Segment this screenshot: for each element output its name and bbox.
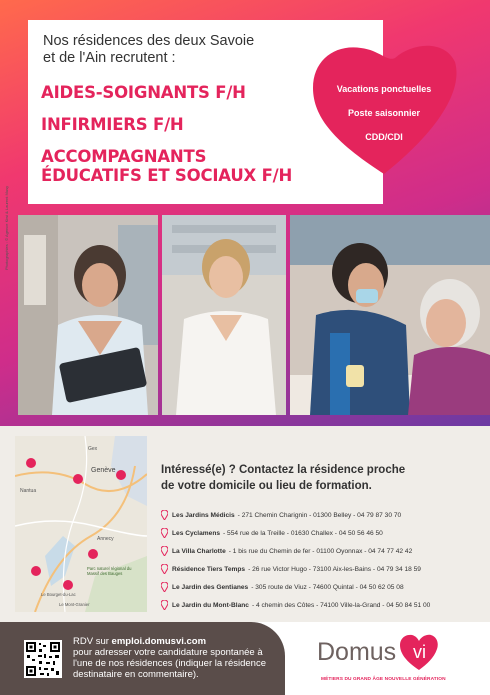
residence-name: Le Jardin du Mont-Blanc [172, 601, 249, 609]
residence-item [161, 600, 430, 610]
heart-line-cdd-cdi: CDD/CDI [365, 132, 403, 142]
location-pin-icon [161, 510, 168, 520]
contact-section [0, 426, 490, 622]
map-pin-icon[interactable] [116, 470, 126, 480]
map-pin-icon[interactable] [31, 566, 41, 576]
map-pin-icon[interactable] [88, 549, 98, 559]
residence-name: La Villa Charlotte [172, 547, 226, 555]
residence-details: - 271 Chemin Charignin - 01300 Belley - 04 79 87 30 70 [237, 511, 402, 519]
map-label-gex: Gex [88, 446, 98, 452]
map-label-bourget: Le Bourget-du-Lac [41, 592, 76, 597]
footer [0, 622, 490, 695]
map-label-granier: Le Mont-Granier [59, 602, 90, 607]
location-pin-icon [161, 600, 168, 610]
contract-types-heart [309, 38, 459, 178]
qr-code[interactable] [24, 640, 62, 678]
photo-credit: Photographies : © Agence Kiwi & Laurent Musy [4, 185, 9, 270]
location-pin-icon [161, 546, 168, 556]
residence-name: Les Cyclamens [172, 529, 221, 537]
photo-caregiver-resident [290, 215, 490, 415]
residence-name: Résidence Tiers Temps [172, 565, 246, 573]
region-map[interactable] [15, 436, 147, 612]
job-title-accompagnants: ACCOMPAGNANTS [41, 147, 207, 166]
location-pin-icon [161, 564, 168, 574]
heart-line-vacations: Vacations ponctuelles [336, 84, 432, 94]
job-title-aides-soignants: AIDES-SOIGNANTS F/H [41, 83, 246, 102]
residence-item [161, 564, 421, 574]
map-label-bauges: Parc naturel régional du Massif des Bauges [87, 566, 132, 576]
photo-nurse-tablet [18, 215, 158, 415]
residence-details: - 1 bis rue du Chemin de fer - 01100 Oyonnax - 04 74 77 42 42 [228, 547, 413, 555]
residence-name: Les Jardins Médicis [172, 511, 235, 519]
domusvi-logo [313, 638, 473, 688]
logo-tagline: MÉTIERS DU GRAND ÂGE NOUVELLE GÉNÉRATION [321, 677, 446, 682]
residence-name: Le Jardin des Gentianes [172, 583, 249, 591]
logo-text: Domus [317, 638, 397, 666]
map-label-geneve: Genève [91, 467, 116, 474]
cta-rest: pour adresser votre candidature spontanée à l'une de nos résidences (indiquer la résidence destinataire en commentaire). [73, 647, 266, 680]
cta-prefix: RDV sur [73, 636, 112, 647]
job-title-educatifs: ÉDUCATIFS ET SOCIAUX F/H [41, 166, 293, 185]
residence-details: - 305 route de Viuz - 74600 Quintal - 04 50 62 05 08 [251, 583, 404, 591]
cta-panel [0, 622, 285, 695]
location-pin-icon [161, 582, 168, 592]
map-pin-icon[interactable] [63, 580, 73, 590]
residence-details: - 554 rue de la Treille - 01630 Challex - 04 50 56 46 50 [223, 529, 383, 537]
residence-details: - 4 chemin des Côtes - 74100 Ville-la-Grand - 04 50 84 51 00 [251, 601, 431, 609]
job-title-infirmiers: INFIRMIERS F/H [41, 115, 184, 134]
location-pin-icon [161, 528, 168, 538]
logo-heart-icon [399, 634, 439, 672]
heart-line-saisonnier: Poste saisonnier [347, 108, 421, 118]
residence-details: - 26 rue Victor Hugo - 73100 Aix-les-Bains - 04 79 34 18 59 [248, 565, 421, 573]
career-site-link[interactable]: emploi.domusvi.com [111, 636, 207, 647]
svg-text:vi: vi [413, 642, 426, 662]
residence-item [161, 582, 404, 592]
cta-text [73, 636, 278, 680]
map-label-annecy: Annecy [97, 536, 114, 542]
photo-caregiver-smiling [162, 215, 286, 415]
map-label-nantua: Nantua [20, 488, 37, 494]
intro-text: Nos résidences des deux Savoie et de l'Ain recrutent : [43, 33, 255, 66]
residence-item [161, 528, 383, 538]
residence-item [161, 546, 412, 556]
contact-title: Intéressé(e) ? Contactez la résidence proche de votre domicile ou lieu de formation. [161, 464, 406, 492]
map-pin-icon[interactable] [26, 458, 36, 468]
map-pin-icon[interactable] [73, 474, 83, 484]
residence-item [161, 510, 401, 520]
photo-strip [18, 215, 490, 415]
